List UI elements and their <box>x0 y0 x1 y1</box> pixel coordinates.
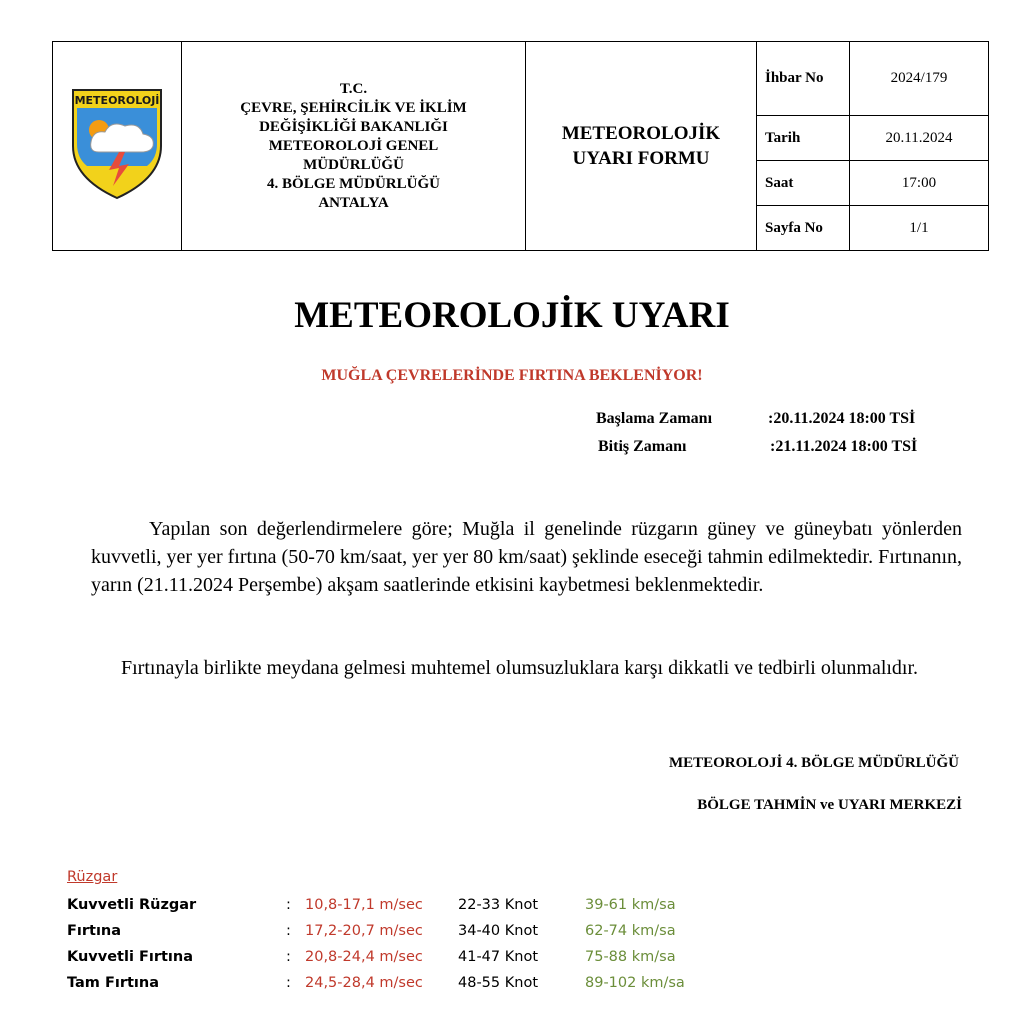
wind-kmh-range: 75-88 km/sa <box>585 949 676 965</box>
wind-scale-title: Rüzgar <box>67 869 118 885</box>
saat-value: 17:00 <box>850 161 989 206</box>
wind-category: Fırtına <box>67 923 122 939</box>
org-line: 4. BÖLGE MÜDÜRLÜĞÜ <box>267 175 440 192</box>
wind-category: Kuvvetli Fırtına <box>67 949 193 965</box>
end-time-row <box>598 438 917 456</box>
tarih-label: Tarih <box>757 116 850 161</box>
wind-kmh-range: 62-74 km/sa <box>585 923 676 939</box>
document-title: METEOROLOJİK UYARI <box>294 295 730 336</box>
start-time-label: Başlama Zamanı <box>596 410 713 427</box>
start-time-value: :20.11.2024 18:00 TSİ <box>768 410 916 427</box>
form-title-line: UYARI FORMU <box>572 148 710 169</box>
wind-row <box>67 918 767 944</box>
wind-knot-range: 48-55 Knot <box>458 975 538 991</box>
form-title-cell <box>526 42 757 251</box>
sayfa-no-value: 1/1 <box>850 206 989 251</box>
logo-cell <box>53 42 182 251</box>
form-title-line: METEOROLOJİK <box>561 123 721 144</box>
wind-row <box>67 944 767 970</box>
wind-colon: : <box>286 949 291 965</box>
header-table <box>52 41 989 251</box>
wind-ms-range: 17,2-20,7 m/sec <box>305 923 423 939</box>
wind-ms-range: 20,8-24,4 m/sec <box>305 949 423 965</box>
body-paragraph-1: Yapılan son değerlendirmelere göre; Muğla il genelinde rüzgarın güney ve güneybatı yönlerden kuvvetli, yer yer fırtına (50-70 km/saat, yer yer 80 km/saat) şeklinde eseceği tahmin edilmektedir. Fırtınanın, yarın (21.11.2024 Perşembe) akşam saatlerinde etkisini kaybetmesi beklenmektedir. <box>91 518 962 596</box>
warning-subtitle: MUĞLA ÇEVRELERİNDE FIRTINA BEKLENİYOR! <box>321 367 703 384</box>
wind-category: Kuvvetli Rüzgar <box>67 897 197 913</box>
organization-cell <box>182 42 526 251</box>
org-line: MÜDÜRLÜĞÜ <box>303 156 404 173</box>
wind-scale-table <box>67 866 767 996</box>
wind-ms-range: 10,8-17,1 m/sec <box>305 897 423 913</box>
org-line: ANTALYA <box>318 194 389 211</box>
wind-row <box>67 970 767 996</box>
ihbar-no-value: 2024/179 <box>850 42 989 116</box>
wind-knot-range: 34-40 Knot <box>458 923 538 939</box>
wind-kmh-range: 39-61 km/sa <box>585 897 676 913</box>
signature-line-1: METEOROLOJİ 4. BÖLGE MÜDÜRLÜĞÜ <box>668 755 959 771</box>
sayfa-no-label: Sayfa No <box>757 206 850 251</box>
wind-colon: : <box>286 923 291 939</box>
end-time-value: :21.11.2024 18:00 TSİ <box>770 438 918 455</box>
org-line: METEOROLOJİ GENEL <box>268 137 439 154</box>
wind-colon: : <box>286 975 291 991</box>
end-time-label: Bitiş Zamanı <box>598 438 687 455</box>
wind-knot-range: 22-33 Knot <box>458 897 538 913</box>
wind-ms-range: 24,5-28,4 m/sec <box>305 975 423 991</box>
wind-colon: : <box>286 897 291 913</box>
org-line: DEĞİŞİKLİĞİ BAKANLIĞI <box>259 118 448 135</box>
saat-label: Saat <box>757 161 850 206</box>
ihbar-no-label: İhbar No <box>757 42 850 116</box>
org-line: T.C. <box>339 80 368 97</box>
svg-text:METEOROLOJİ: METEOROLOJİ <box>74 93 160 107</box>
tarih-value: 20.11.2024 <box>850 116 989 161</box>
start-time-row <box>596 410 915 428</box>
signature-line-2: BÖLGE TAHMİN ve UYARI MERKEZİ <box>697 797 962 813</box>
wind-row <box>67 892 767 918</box>
wind-category: Tam Fırtına <box>67 975 159 991</box>
org-line: ÇEVRE, ŞEHİRCİLİK VE İKLİM <box>240 99 467 116</box>
wind-knot-range: 41-47 Knot <box>458 949 538 965</box>
wind-kmh-range: 89-102 km/sa <box>585 975 685 991</box>
body-paragraph-2: Fırtınayla birlikte meydana gelmesi muhtemel olumsuzluklara karşı dikkatli ve tedbirli olunmalıdır. <box>121 657 919 679</box>
meteoroloji-logo-icon <box>69 86 165 202</box>
